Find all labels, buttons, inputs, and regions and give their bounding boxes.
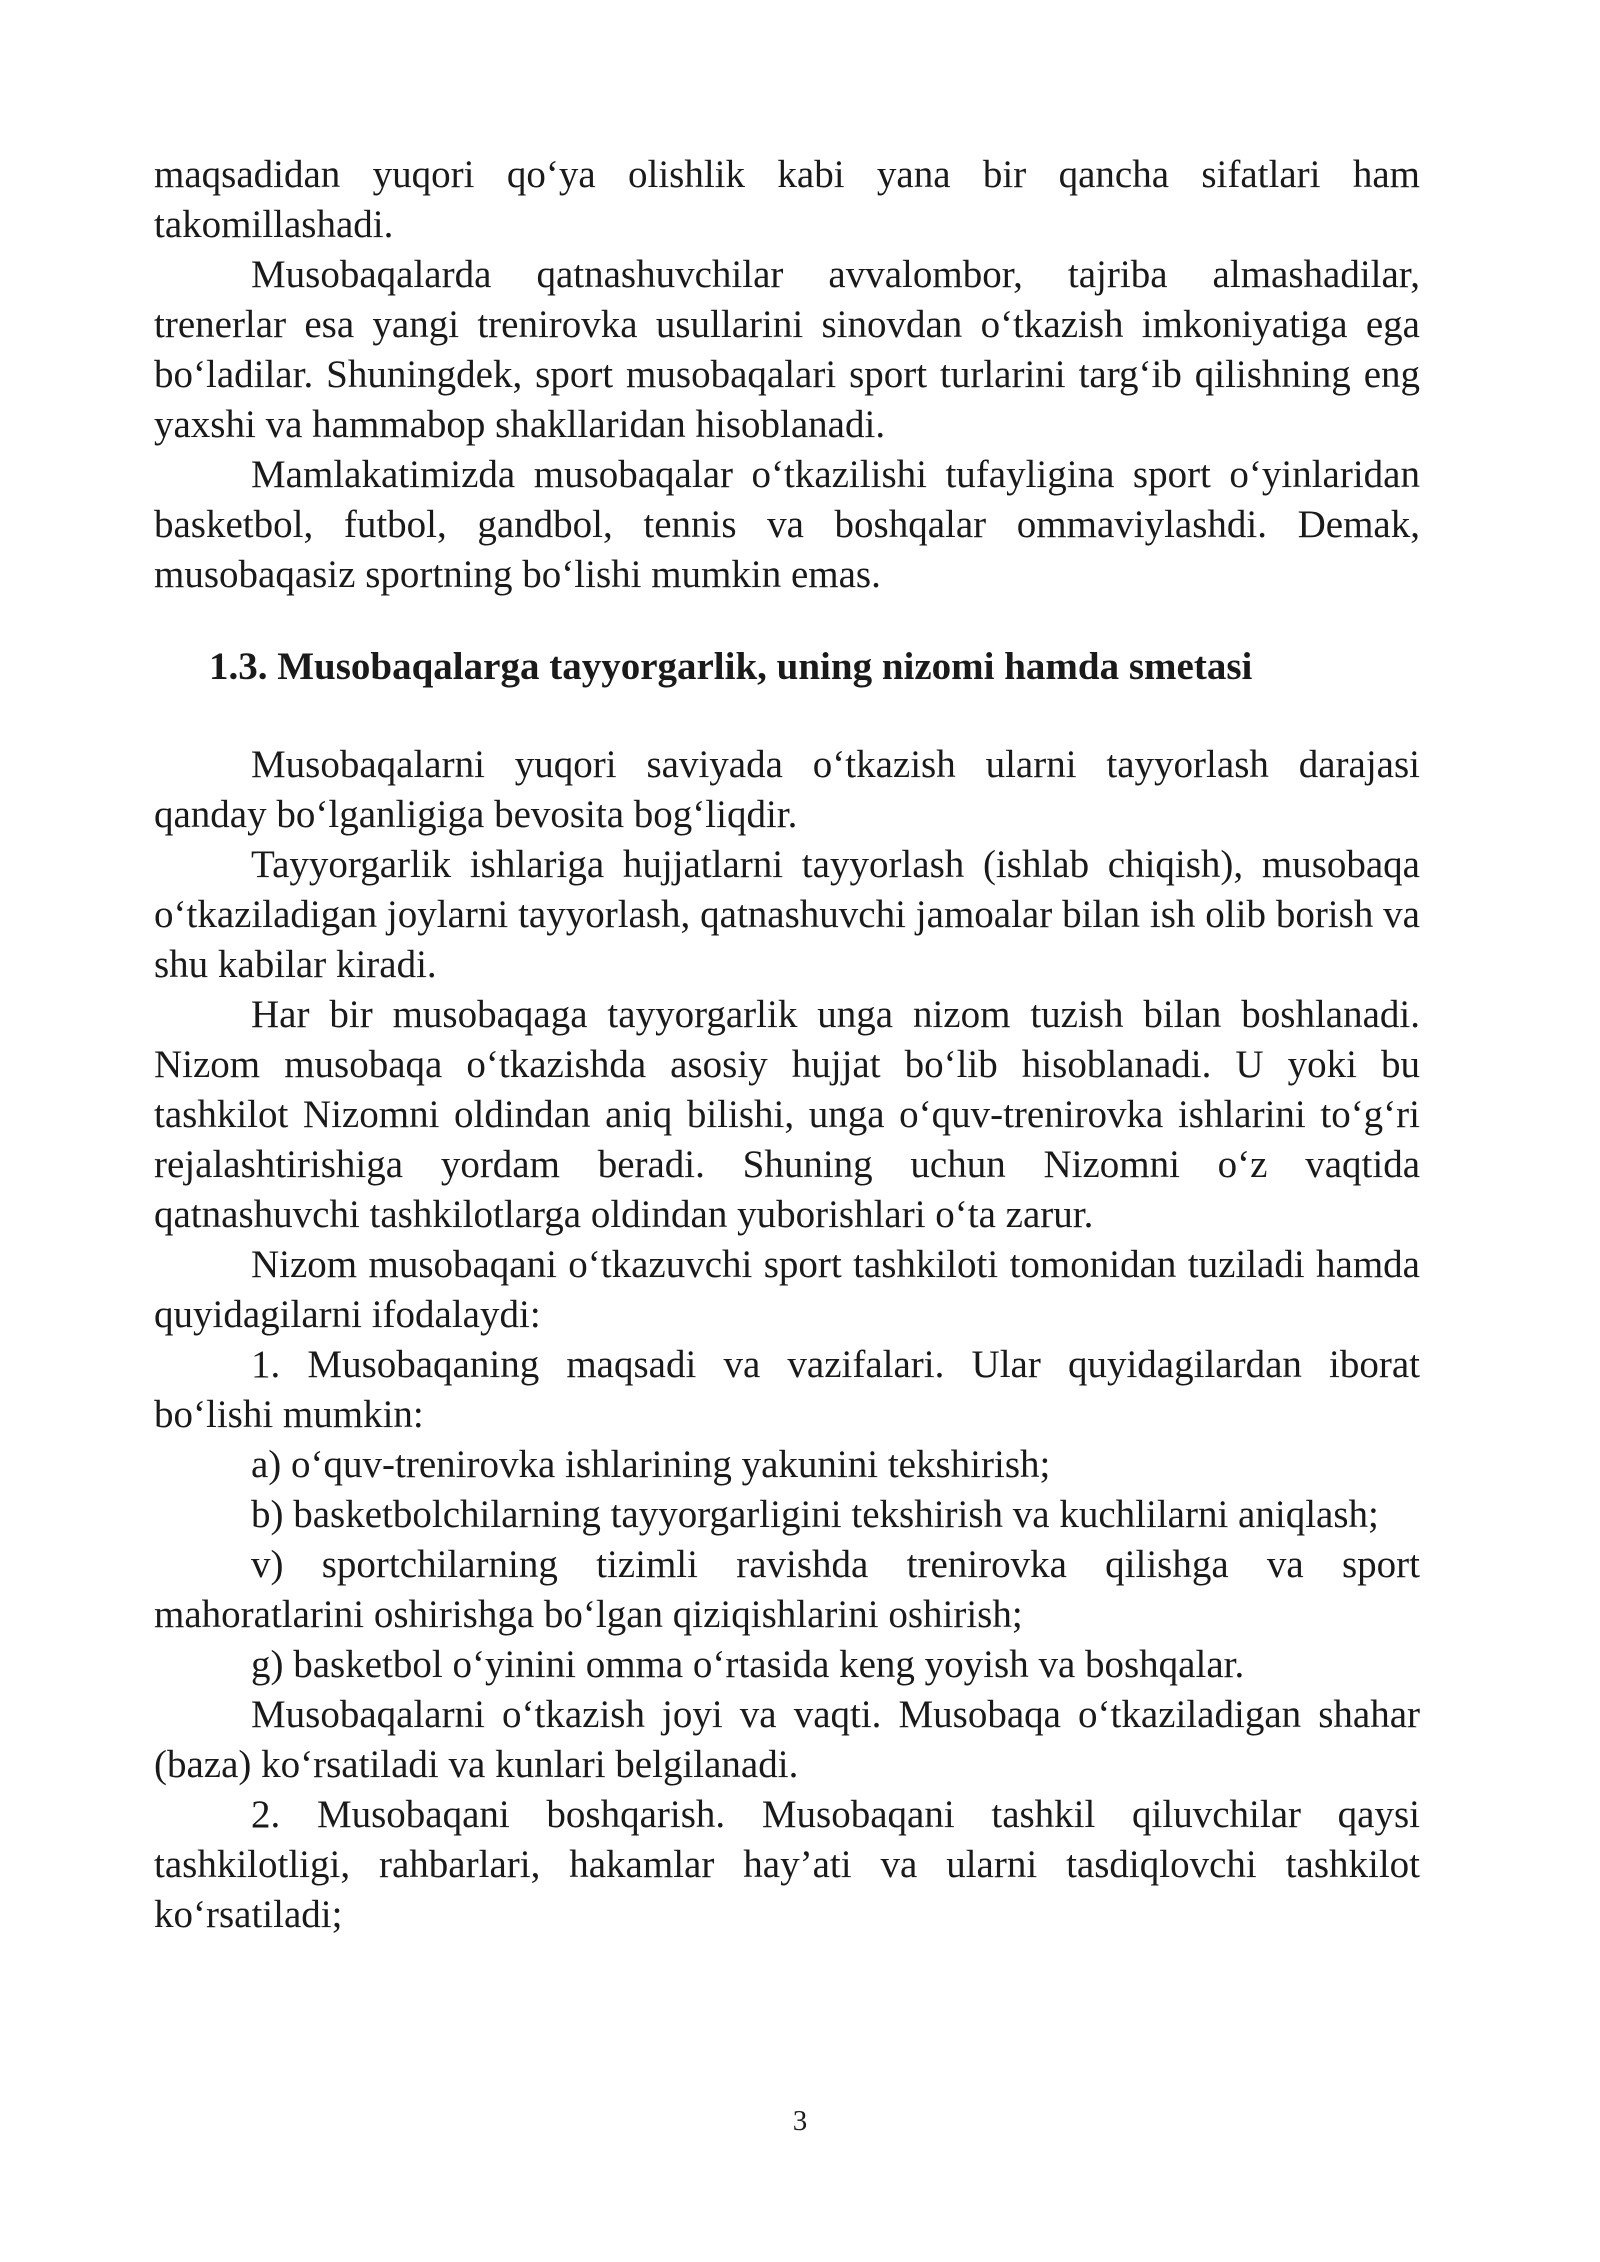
paragraph-continuation: maqsadidan yuqori qo‘ya olishlik kabi yana bir qancha sifatlari ham takomillashadi. xyxy=(154,153,1420,246)
page-number: 3 xyxy=(792,2105,808,2137)
list-item: 2. Musobaqani boshqarish. Musobaqani tashkil qiluvchilar qaysi tashkilotligi, rahbarlari, hakamlar hay’ati va ularni tasdiqlovchi tashkilot ko‘rsatiladi; xyxy=(154,1793,1420,1936)
paragraph: Nizom musobaqani o‘tkazuvchi sport tashkiloti tomonidan tuziladi hamda quyidagilarni ifodalaydi: xyxy=(154,1243,1420,1336)
page-body xyxy=(154,150,1420,1940)
list-item: v) sportchilarning tizimli ravishda trenirovka qilishga va sport mahoratlarini oshirishga bo‘lgan qiziqishlarini oshirish; xyxy=(154,1543,1420,1636)
paragraph: Musobaqalarni yuqori saviyada o‘tkazish ularni tayyorlash darajasi qanday bo‘lganligiga bevosita bog‘liqdir. xyxy=(154,743,1420,836)
paragraph: Musobaqalarda qatnashuvchilar avvalombor, tajriba almashadilar, trenerlar esa yangi trenirovka usullarini sinovdan o‘tkazish imkoniyatiga ega bo‘ladilar. Shuningdek, sport musobaqalari sport turlarini targ‘ib qilishning eng yaxshi va hammabop shakllaridan hisoblanadi. xyxy=(154,253,1420,446)
list-item: 1. Musobaqaning maqsadi va vazifalari. Ular quyidagilardan iborat bo‘lishi mumkin: xyxy=(154,1343,1420,1436)
list-item: b) basketbolchilarning tayyorgarligini tekshirish va kuchlilarni aniqlash; xyxy=(251,1493,1379,1536)
paragraph: Musobaqalarni o‘tkazish joyi va vaqti. Musobaqa o‘tkaziladigan shahar (baza) ko‘rsatiladi va kunlari belgilanadi. xyxy=(154,1693,1420,1786)
list-item: g) basketbol o‘yinini omma o‘rtasida keng yoyish va boshqalar. xyxy=(251,1643,1245,1686)
paragraph: Mamlakatimizda musobaqalar o‘tkazilishi tufayligina sport o‘yinlaridan basketbol, futbol, gandbol, tennis va boshqalar ommaviylashdi. Demak, musobaqasiz sportning bo‘lishi mumkin emas. xyxy=(154,453,1420,596)
paragraph: Tayyorgarlik ishlariga hujjatlarni tayyorlash (ishlab chiqish), musobaqa o‘tkaziladigan joylarni tayyorlash, qatnashuvchi jamoalar bilan ish olib borish va shu kabilar kiradi. xyxy=(154,843,1420,986)
section-heading: 1.3. Musobaqalarga tayyorgarlik, uning nizomi hamda smetasi xyxy=(209,645,1253,688)
list-item: a) o‘quv-trenirovka ishlarining yakunini tekshirish; xyxy=(251,1443,1051,1486)
paragraph: Har bir musobaqaga tayyorgarlik unga nizom tuzish bilan boshlanadi. Nizom musobaqa o‘tkazishda asosiy hujjat bo‘lib hisoblanadi. U yoki bu tashkilot Nizomni oldindan aniq bilishi, unga o‘quv-trenirovka ishlarini to‘g‘ri rejalashtirishiga yordam beradi. Shuning uchun Nizomni o‘z vaqtida qatnashuvchi tashkilotlarga oldindan yuborishlari o‘ta zarur. xyxy=(154,993,1420,1236)
